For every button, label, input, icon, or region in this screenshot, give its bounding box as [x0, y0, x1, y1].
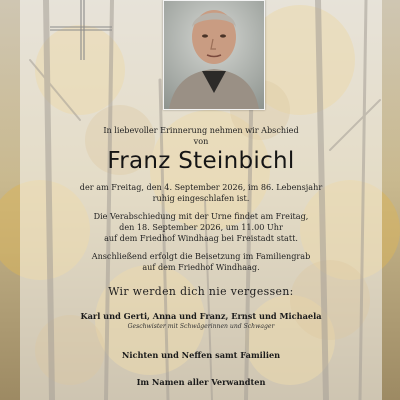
burial-line-2: auf dem Friedhof Windhaag.	[142, 262, 260, 272]
portrait-photo	[163, 0, 265, 110]
closing-line: Im Namen aller Verwandten	[136, 377, 266, 387]
farewell-line-1: Die Verabschiedung mit der Urne findet am Freitag,	[93, 211, 309, 221]
burial-line-1: Anschließend erfolgt die Beisetzung im Familiengrab	[91, 251, 311, 261]
farewell-line-2: den 18. September 2026, um 11.00 Uhr	[119, 222, 283, 232]
death-line-1: der am Freitag, den 4. September 2026, im 86. Lebensjahr	[79, 182, 323, 192]
cross-icon	[50, 0, 112, 60]
deceased-name: Franz Steinbichl	[107, 148, 295, 174]
farewell-line-3: auf dem Friedhof Windhaag bei Freistadt statt.	[104, 233, 298, 243]
family-names: Karl und Gerti, Anna und Franz, Ernst und Michaela	[80, 311, 322, 321]
relatives-line: Nichten und Neffen samt Familien	[121, 350, 281, 360]
intro-line-1: In liebevoller Erinnerung nehmen wir Abschied	[103, 125, 299, 135]
intro-line-2: von	[193, 136, 209, 146]
obituary-content	[20, 0, 382, 400]
motto-heading: Wir werden dich nie vergessen:	[108, 285, 294, 298]
family-note: Geschwister mit Schwägerinnen und Schwager	[127, 323, 275, 330]
death-line-2: ruhig eingeschlafen ist.	[152, 193, 250, 203]
